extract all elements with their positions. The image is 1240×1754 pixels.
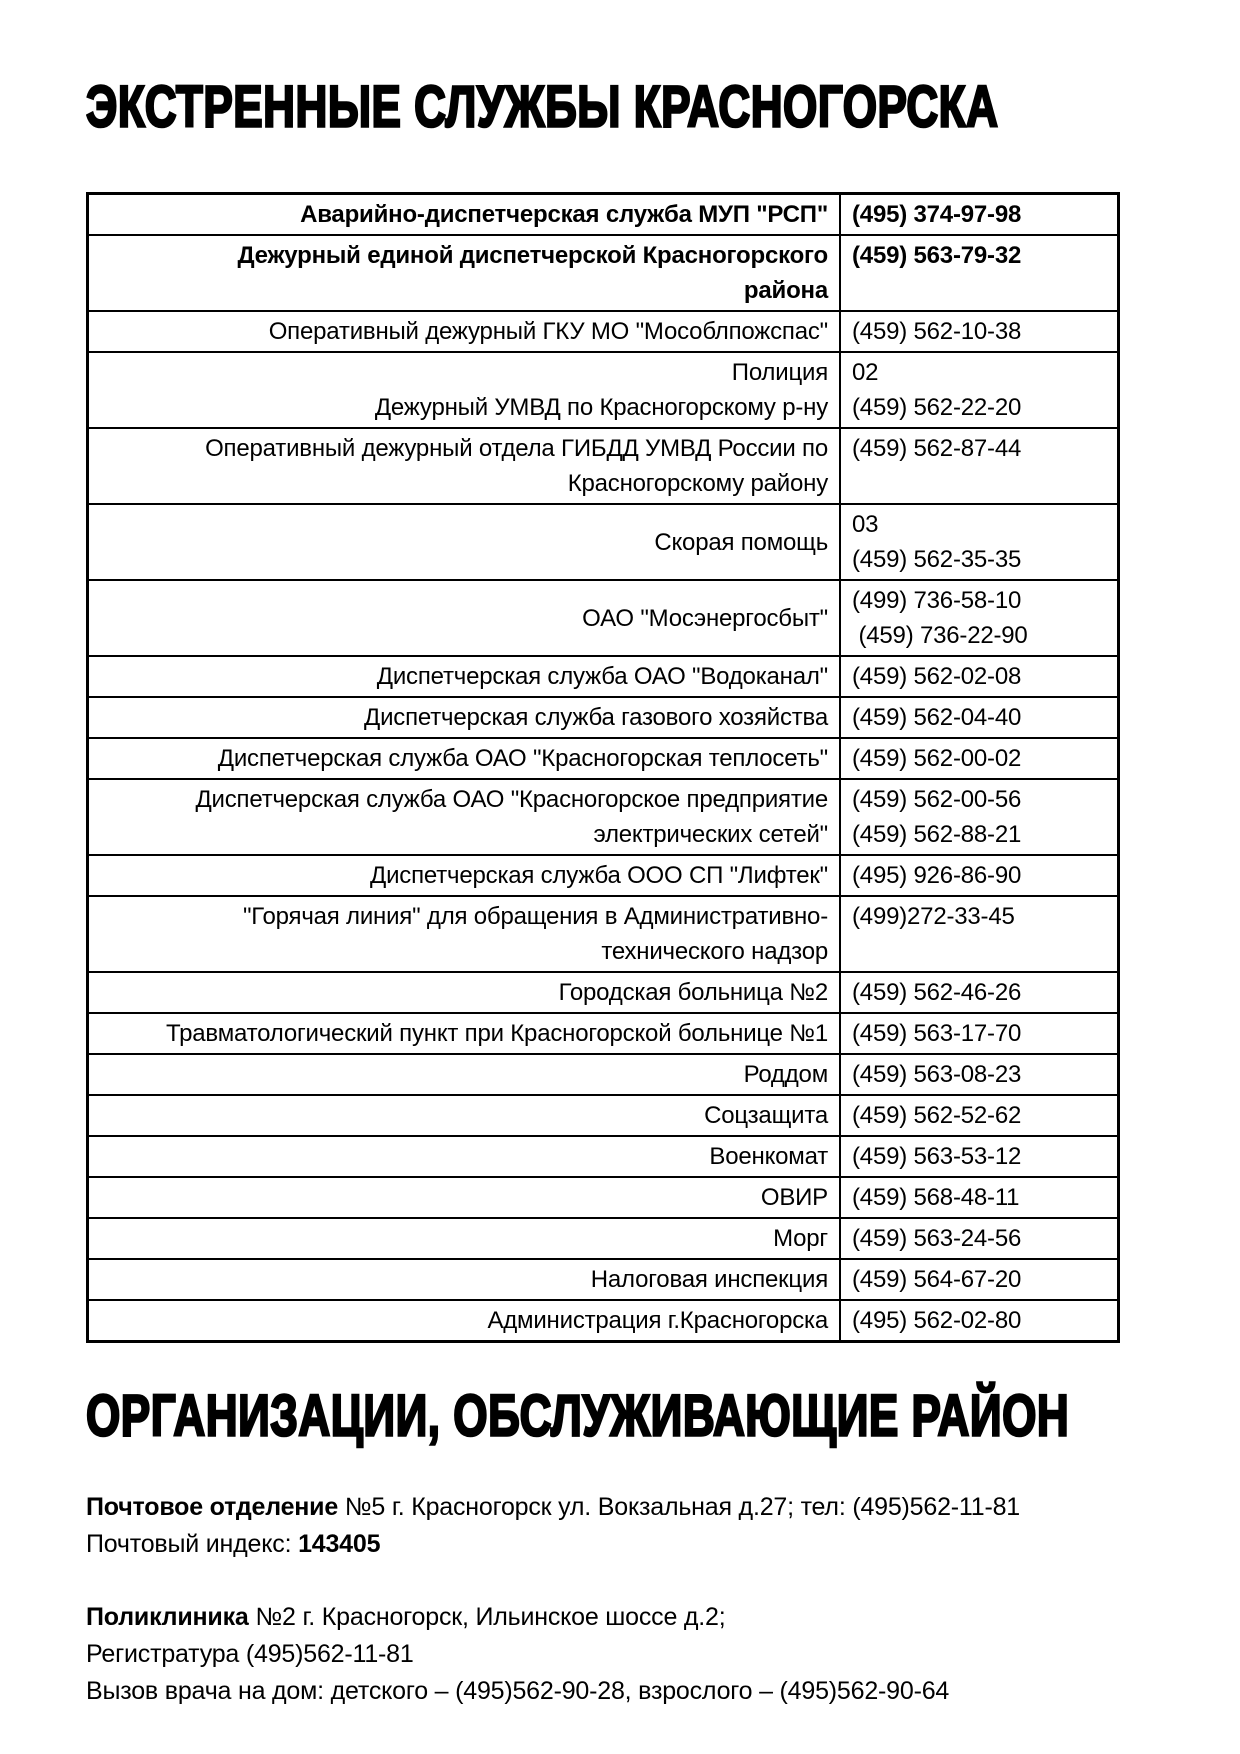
- service-phone-cell: [840, 1177, 1119, 1218]
- service-name-cell: [88, 738, 841, 779]
- service-name-cell: [88, 1259, 841, 1300]
- phone-number: (499)272-33-45: [852, 903, 1015, 930]
- phone-number: (459) 736-22-90: [852, 622, 1028, 649]
- organizations-heading-text: ОРГАНИЗАЦИИ, ОБСЛУЖИВАЮЩИЕ РАЙОН: [86, 1382, 1070, 1449]
- service-name-line: Администрация г.Красногорска: [487, 1307, 828, 1334]
- table-row: [88, 1300, 1119, 1342]
- service-name-line: Налоговая инспекция: [590, 1266, 828, 1293]
- phone-number: (459) 562-04-40: [852, 704, 1022, 731]
- phone-number: (459) 563-79-32: [852, 242, 1022, 269]
- service-name-cell: [88, 1136, 841, 1177]
- service-name-cell: [88, 428, 841, 504]
- service-name-cell: [88, 1218, 841, 1259]
- service-name-line: Дежурный УМВД по Красногорскому р-ну: [374, 394, 828, 421]
- service-phone-cell: [840, 1095, 1119, 1136]
- service-phone-cell: [840, 1013, 1119, 1054]
- emergency-services-table-body: [88, 194, 1119, 1342]
- table-row: [88, 656, 1119, 697]
- phone-number: (459) 568-48-11: [852, 1184, 1020, 1211]
- service-name-line: района: [743, 277, 828, 304]
- phone-number: (495) 374-97-98: [852, 201, 1022, 228]
- service-phone-cell: [840, 311, 1119, 352]
- organization-line: [86, 1636, 1156, 1673]
- text-segment: Почтовое отделение: [86, 1493, 339, 1521]
- service-name-line: Диспетчерская служба ОАО "Водоканал": [376, 663, 828, 690]
- table-row: [88, 738, 1119, 779]
- service-name-line: Скорая помощь: [654, 528, 828, 556]
- phone-number: (459) 562-02-08: [852, 663, 1022, 690]
- table-row: [88, 779, 1119, 855]
- table-row: [88, 1177, 1119, 1218]
- phone-number: (499) 736-58-10: [852, 587, 1022, 614]
- table-row: [88, 697, 1119, 738]
- phone-number: (459) 563-08-23: [852, 1061, 1022, 1088]
- service-name-cell: [88, 1095, 841, 1136]
- phone-number: (459) 562-52-62: [852, 1102, 1022, 1129]
- table-row: [88, 1218, 1119, 1259]
- text-segment: Регистратура (495)562-11-81: [86, 1640, 414, 1668]
- service-phone-cell: [840, 738, 1119, 779]
- organizations-heading: [86, 1382, 1156, 1449]
- service-name-line: Диспетчерская служба газового хозяйства: [364, 704, 828, 731]
- service-phone-cell: [840, 656, 1119, 697]
- organization-line: [86, 1673, 1156, 1710]
- service-name-line: Диспетчерская служба ОАО "Красногорская теплосеть": [217, 745, 828, 772]
- service-name-cell: [88, 504, 841, 580]
- service-phone-cell: [840, 235, 1119, 311]
- table-row: [88, 352, 1119, 428]
- table-row: [88, 1013, 1119, 1054]
- service-name-line: ОАО "Мосэнергосбыт": [582, 604, 828, 632]
- phone-number: (459) 562-88-21: [852, 821, 1022, 848]
- phone-number: (459) 564-67-20: [852, 1266, 1022, 1293]
- table-row: [88, 1095, 1119, 1136]
- text-segment: №2 г. Красногорск, Ильинское шоссе д.2;: [248, 1603, 726, 1631]
- phone-number: (495) 562-02-80: [852, 1307, 1022, 1334]
- phone-number: (459) 562-35-35: [852, 546, 1022, 573]
- service-name-line: "Горячая линия" для обращения в Административно-: [242, 903, 828, 930]
- service-name-line: Морг: [773, 1225, 828, 1252]
- text-segment: Вызов врача на дом: детского – (495)562-90-28, взрослого – (495)562-90-64: [86, 1677, 950, 1705]
- service-name-line: Диспетчерская служба ОАО "Красногорское предприятие: [195, 786, 828, 813]
- table-row: [88, 235, 1119, 311]
- text-segment: Почтовый индекс:: [86, 1530, 299, 1558]
- text-segment: №5 г. Красногорск ул. Вокзальная д.27; тел: (495)562-11-81: [338, 1493, 1020, 1521]
- phone-number: (459) 562-22-20: [852, 394, 1022, 421]
- service-phone-cell: [840, 504, 1119, 580]
- service-name-cell: [88, 779, 841, 855]
- text-segment: Поликлиника: [86, 1603, 249, 1631]
- organization-line: [86, 1599, 1156, 1636]
- service-name-cell: [88, 311, 841, 352]
- service-name-line: Дежурный единой диспетчерской Красногорского: [237, 242, 828, 269]
- service-name-cell: [88, 1054, 841, 1095]
- service-name-line: Оперативный дежурный ГКУ МО "Мособлпожспас": [268, 318, 828, 345]
- organizations-section: [86, 1489, 1156, 1710]
- service-name-cell: [88, 580, 841, 656]
- service-name-cell: [88, 1300, 841, 1342]
- service-name-cell: [88, 972, 841, 1013]
- service-name-cell: [88, 235, 841, 311]
- service-name-cell: [88, 194, 841, 236]
- service-phone-cell: [840, 194, 1119, 236]
- table-row: [88, 580, 1119, 656]
- service-name-cell: [88, 1013, 841, 1054]
- phone-number: (459) 563-53-12: [852, 1143, 1022, 1170]
- service-phone-cell: [840, 896, 1119, 972]
- service-phone-cell: [840, 972, 1119, 1013]
- emergency-services-heading: [86, 73, 1156, 140]
- service-name-line: Городская больница №2: [558, 979, 828, 1006]
- emergency-services-table: [86, 192, 1120, 1343]
- service-phone-cell: [840, 1136, 1119, 1177]
- phone-number: (459) 563-17-70: [852, 1020, 1022, 1047]
- service-phone-cell: [840, 779, 1119, 855]
- service-name-line: Красногорскому району: [567, 470, 828, 497]
- organization-line: [86, 1489, 1156, 1526]
- phone-number: (495) 926-86-90: [852, 862, 1022, 889]
- service-name-line: Аварийно-диспетчерская служба МУП "РСП": [300, 201, 828, 228]
- service-name-line: технического надзор: [601, 938, 828, 965]
- service-name-line: Соцзащита: [704, 1102, 828, 1129]
- phone-number: (459) 562-87-44: [852, 435, 1022, 462]
- service-phone-cell: [840, 1300, 1119, 1342]
- table-row: [88, 428, 1119, 504]
- service-name-line: Полиция: [731, 359, 828, 386]
- table-row: [88, 1259, 1119, 1300]
- service-name-line: Диспетчерская служба ООО СП "Лифтек": [370, 862, 828, 889]
- service-name-line: Травматологический пункт при Красногорской больнице №1: [166, 1020, 828, 1047]
- service-phone-cell: [840, 855, 1119, 896]
- phone-number: 02: [852, 359, 879, 386]
- organization-paragraph: [86, 1599, 1156, 1710]
- table-row: [88, 194, 1119, 236]
- text-segment: 143405: [298, 1530, 381, 1558]
- service-name-line: электрических сетей": [593, 821, 828, 848]
- phone-number: 03: [852, 511, 879, 538]
- service-phone-cell: [840, 1054, 1119, 1095]
- service-phone-cell: [840, 697, 1119, 738]
- table-row: [88, 311, 1119, 352]
- phone-number: (459) 562-00-56: [852, 786, 1022, 813]
- table-row: [88, 1054, 1119, 1095]
- phone-number: (459) 562-00-02: [852, 745, 1022, 772]
- service-name-cell: [88, 352, 841, 428]
- service-phone-cell: [840, 428, 1119, 504]
- service-name-cell: [88, 697, 841, 738]
- service-phone-cell: [840, 1259, 1119, 1300]
- service-phone-cell: [840, 1218, 1119, 1259]
- phone-number: (459) 563-24-56: [852, 1225, 1022, 1252]
- service-phone-cell: [840, 352, 1119, 428]
- service-name-cell: [88, 896, 841, 972]
- service-name-cell: [88, 855, 841, 896]
- service-name-cell: [88, 1177, 841, 1218]
- phone-number: (459) 562-46-26: [852, 979, 1022, 1006]
- table-row: [88, 972, 1119, 1013]
- table-row: [88, 855, 1119, 896]
- table-row: [88, 504, 1119, 580]
- organization-line: [86, 1526, 1156, 1563]
- service-name-line: Военкомат: [709, 1143, 828, 1170]
- emergency-services-heading-text: ЭКСТРЕННЫЕ СЛУЖБЫ КРАСНОГОРСКА: [86, 73, 999, 140]
- service-name-line: Оперативный дежурный отдела ГИБДД УМВД России по: [205, 435, 828, 462]
- service-name-cell: [88, 656, 841, 697]
- service-name-line: ОВИР: [760, 1184, 828, 1211]
- service-phone-cell: [840, 580, 1119, 656]
- table-row: [88, 1136, 1119, 1177]
- organization-paragraph: [86, 1489, 1156, 1563]
- phone-number: (459) 562-10-38: [852, 318, 1022, 345]
- service-name-line: Роддом: [743, 1061, 828, 1088]
- table-row: [88, 896, 1119, 972]
